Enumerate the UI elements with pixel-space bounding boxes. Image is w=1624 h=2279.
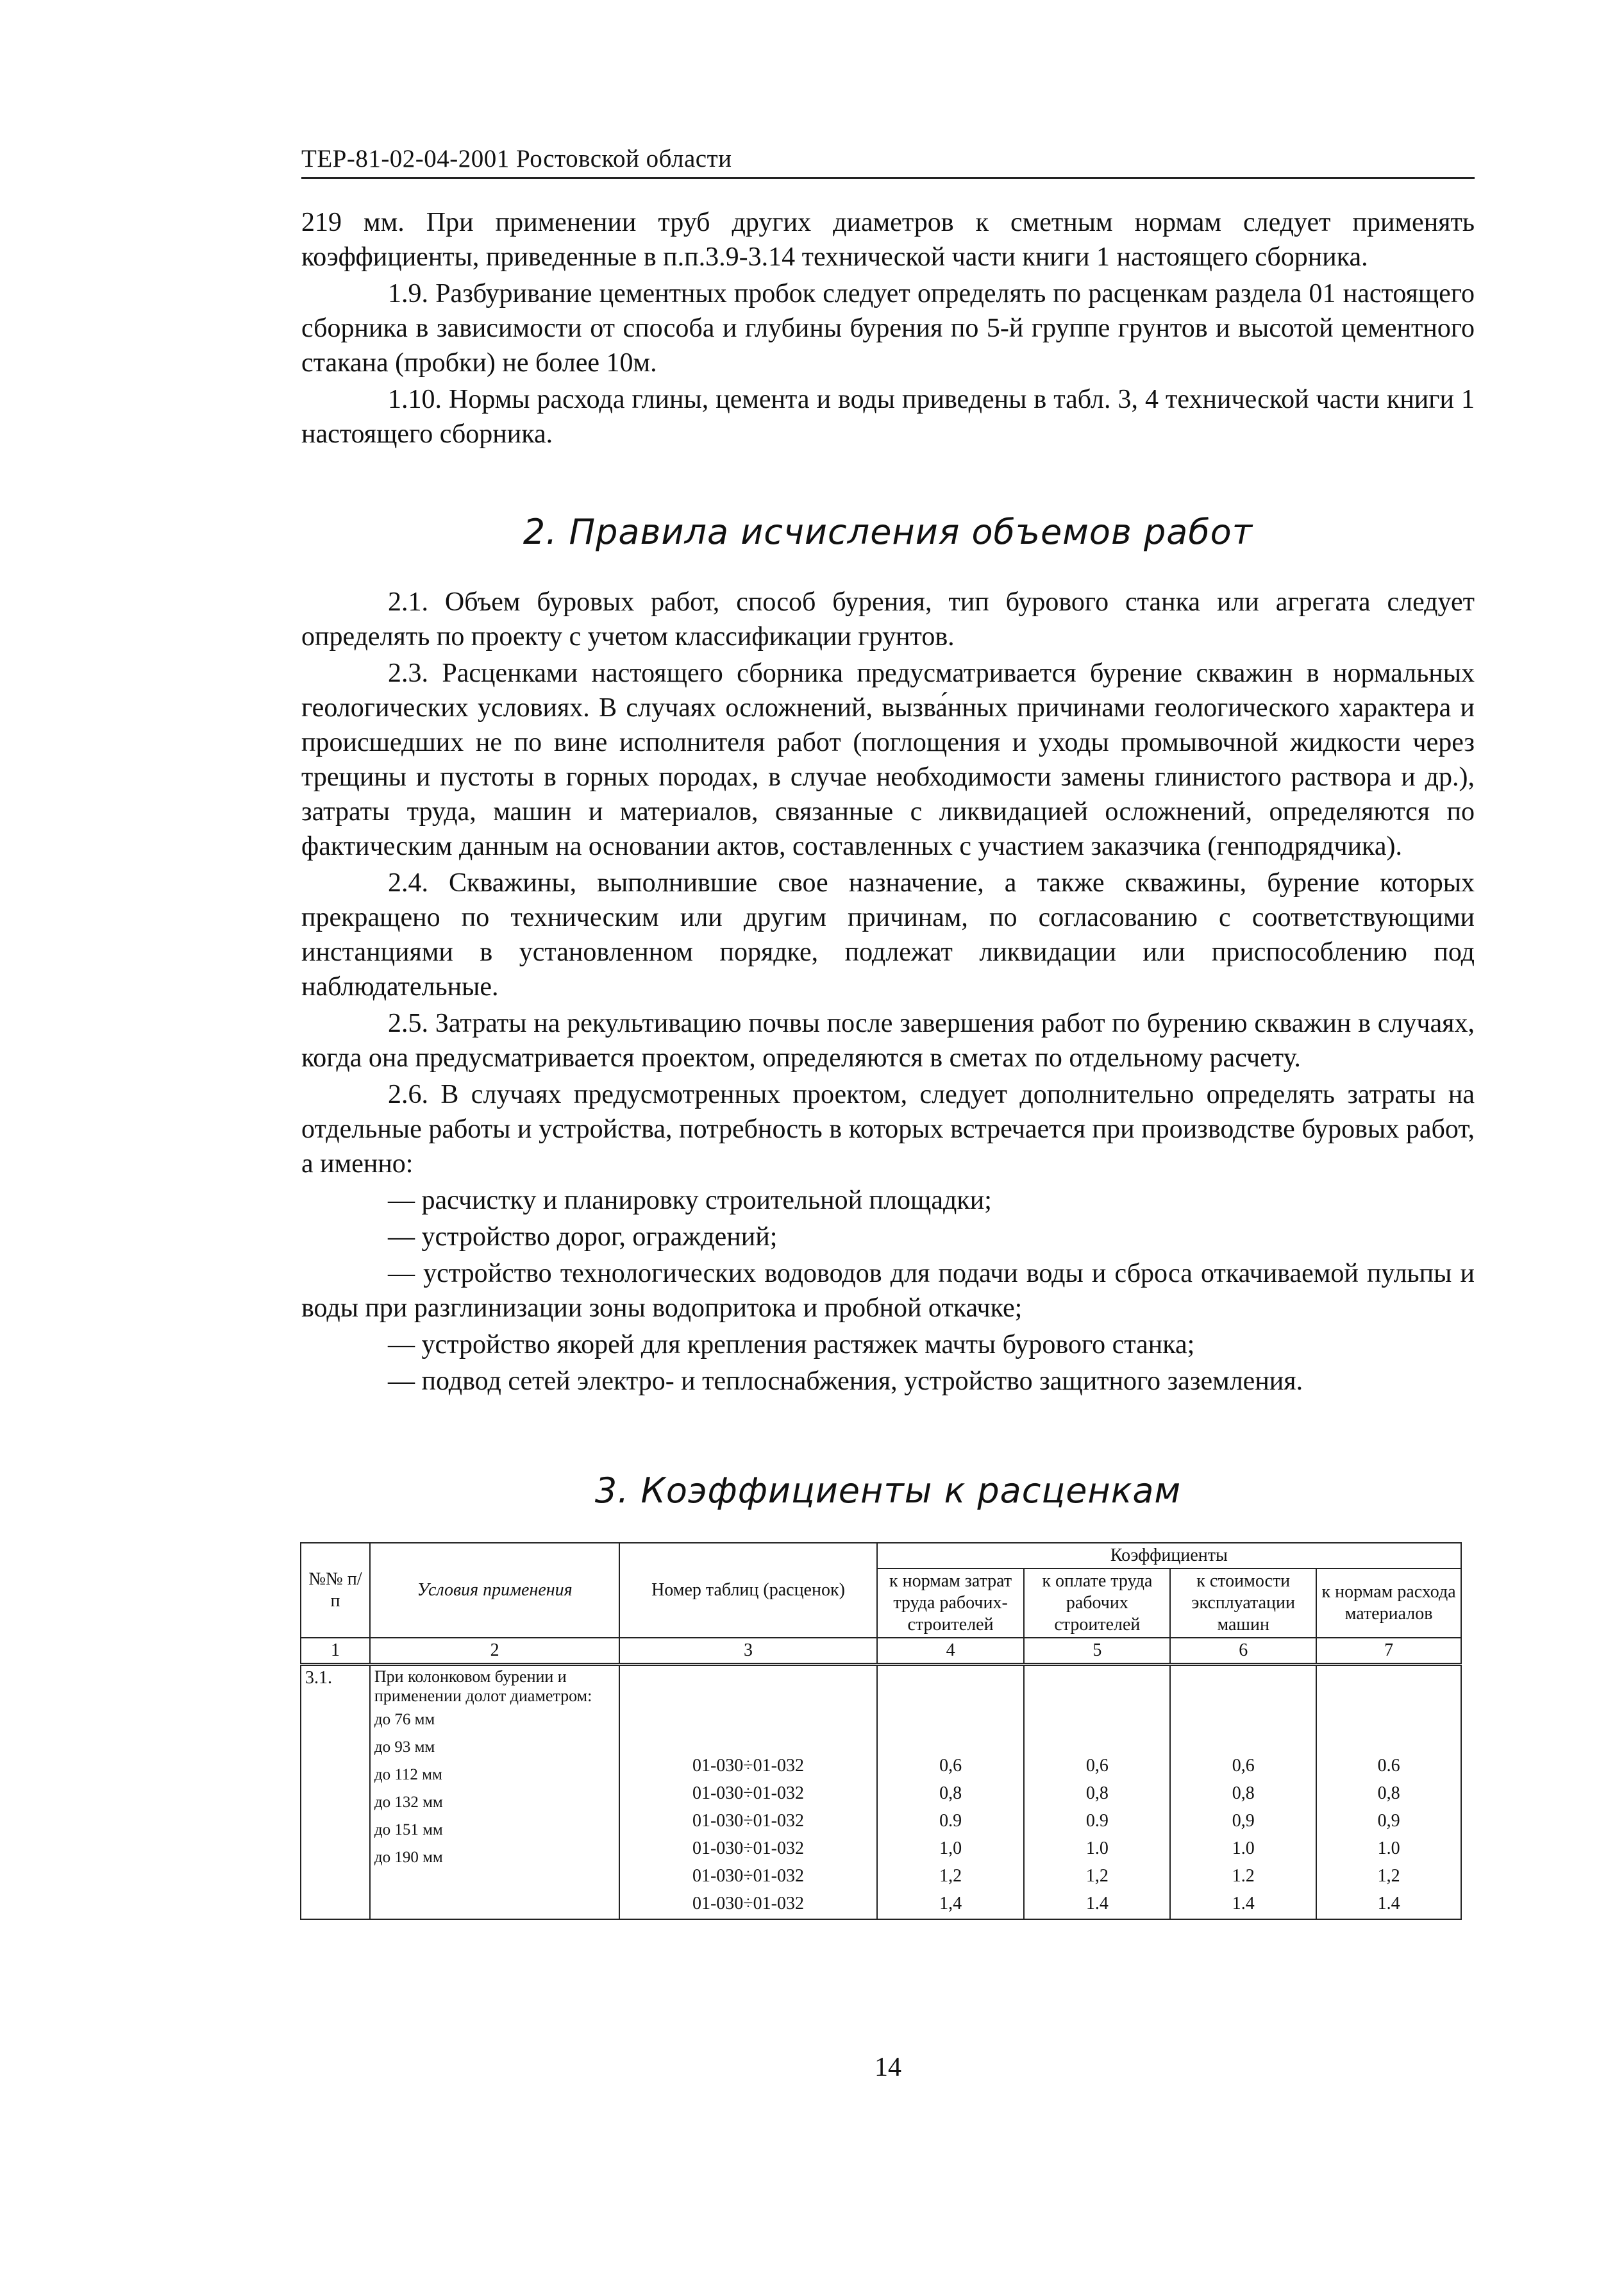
coef-value: 0.9	[1085, 1811, 1109, 1831]
table-no-item: 01-030÷01-032	[692, 1783, 804, 1803]
coef-value: 1,0	[939, 1838, 962, 1858]
coef-value: 1.0	[1232, 1838, 1255, 1858]
condition-item: до 93 мм	[374, 1738, 435, 1756]
coef-value: 0,8	[1232, 1783, 1255, 1803]
coef-value: 1.2	[1232, 1866, 1255, 1886]
coef-value: 0,6	[1085, 1756, 1109, 1776]
conditions-cell	[370, 1665, 619, 1920]
header-coefficients: Коэффициенты	[877, 1543, 1461, 1568]
coef-value: 1,2	[1377, 1866, 1400, 1886]
coef-value: 0,6	[939, 1756, 962, 1776]
coef-value: 1,2	[939, 1866, 962, 1886]
coef-value: 1,4	[939, 1894, 962, 1913]
coef-value: 0,9	[1377, 1811, 1400, 1831]
coef-value: 0,6	[1232, 1756, 1255, 1776]
list-item: — устройство дорог, ограждений;	[388, 1222, 778, 1252]
paragraph: 219 мм. При применении труб других диаметров к сметным нормам следует применять коэффициенты, приведенные в п.п.3.9-3.14 технической части книги 1 настоящего сборника.	[301, 208, 1475, 272]
paragraph: 2.3. Расценками настоящего сборника предусматривается бурение скважин в нормальных геологических условиях. В случаях осложнений, вызва́нных причинами геологического характера и происшедших не по вине исполнителя работ (поглощения и уходы промывочной жидкости через трещины и пустоты в горных породах, в случае необходимости замены глинистого раствора и др.), затраты труда, машин и материалов, связанные с ликвидацией осложнений, определяются по фактическим данным на основании актов, составленных с участием заказчика (генподрядчика).	[301, 659, 1475, 861]
section2-title: 2. Правила исчисления объемов работ	[523, 512, 1253, 552]
table-row	[301, 1665, 1461, 1920]
column-number-row	[301, 1638, 1461, 1665]
coef-value: 0.6	[1377, 1756, 1400, 1776]
column-number: 6	[1170, 1638, 1316, 1665]
header-num: №№ п/п	[301, 1543, 370, 1638]
column-number: 2	[370, 1638, 619, 1665]
coef-value: 1.0	[1085, 1838, 1109, 1858]
coef-value: 0,8	[1085, 1783, 1109, 1803]
column-number: 1	[301, 1638, 370, 1665]
coef-materials-cell	[1316, 1665, 1461, 1920]
header-coef-machines: к стоимости эксплуатации машин	[1170, 1568, 1316, 1638]
condition-item: до 132 мм	[374, 1794, 443, 1811]
condition-item: до 151 мм	[374, 1821, 443, 1838]
coefficients-table	[300, 1542, 1462, 1920]
header-coef-wages: к оплате труда рабочих строителей	[1024, 1568, 1170, 1638]
paragraph: 1.9. Разбуривание цементных пробок следует определять по расценкам раздела 01 настоящего сборника в зависимости от способа и глубины бурения по 5-й группе грунтов и высотой цементного стакана (пробки) не более 10м.	[301, 279, 1475, 378]
coef-labor-cell	[877, 1665, 1025, 1920]
coef-value: 0.9	[939, 1811, 962, 1831]
row-heading: При колонковом бурении и применении долот диаметром:	[374, 1667, 592, 1705]
section2-text	[301, 585, 1475, 1400]
column-number: 3	[619, 1638, 876, 1665]
header-coef-materials: к нормам расхода материалов	[1316, 1568, 1461, 1638]
condition-item: до 76 мм	[374, 1711, 435, 1728]
table-no-item: 01-030÷01-032	[692, 1756, 804, 1776]
page-number: 14	[875, 2053, 901, 2082]
header-coef-labor: к нормам затрат труда рабочих-строителей	[877, 1568, 1025, 1638]
table-no-item: 01-030÷01-032	[692, 1811, 804, 1831]
coef-machines-cell	[1170, 1665, 1316, 1920]
section1-text	[301, 205, 1475, 453]
coef-value: 1.4	[1377, 1894, 1400, 1913]
coef-value: 0,9	[1232, 1811, 1255, 1831]
table-no-cell	[619, 1665, 876, 1920]
list-item: — устройство якорей для крепления растяжек мачты бурового станка;	[388, 1330, 1195, 1359]
header-table-no: Номер таблиц (расценок)	[619, 1543, 876, 1638]
coef-value: 1.4	[1085, 1894, 1109, 1913]
paragraph: 2.1. Объем буровых работ, способ бурения, тип бурового станка или агрегата следует определять по проекту с учетом классификации грунтов.	[301, 587, 1475, 652]
section3-title: 3. Коэффициенты к расценкам	[594, 1470, 1182, 1511]
table-no-item: 01-030÷01-032	[692, 1838, 804, 1858]
coef-value: 0,8	[939, 1783, 962, 1803]
list-item: — устройство технологических водоводов для подачи воды и сброса откачиваемой пульпы и воды при разглинизации зоны водопритока и пробной откачке;	[301, 1259, 1475, 1323]
coef-wages-cell	[1024, 1665, 1170, 1920]
list-item: — подвод сетей электро- и теплоснабжения, устройство защитного заземления.	[388, 1367, 1303, 1396]
column-number: 4	[877, 1638, 1025, 1665]
coef-value: 1.0	[1377, 1838, 1400, 1858]
paragraph: 2.5. Затраты на рекультивацию почвы после завершения работ по бурению скважин в случаях, когда она предусматривается проектом, определяются в сметах по отдельному расчету.	[301, 1009, 1475, 1073]
list-item: — расчистку и планировку строительной площадки;	[388, 1186, 992, 1215]
coef-value: 0,8	[1377, 1783, 1400, 1803]
column-number: 5	[1024, 1638, 1170, 1665]
condition-item: до 190 мм	[374, 1849, 443, 1866]
column-number: 7	[1316, 1638, 1461, 1665]
paragraph: 2.6. В случаях предусмотренных проектом, следует дополнительно определять затраты на отдельные работы и устройства, потребность в которых встречается при производстве буровых работ, а именно:	[301, 1080, 1475, 1179]
coef-value: 1,2	[1085, 1866, 1109, 1886]
header-conditions: Условия применения	[370, 1543, 619, 1638]
table-no-item: 01-030÷01-032	[692, 1894, 804, 1913]
paragraph: 2.4. Скважины, выполнившие свое назначение, а также скважины, бурение которых прекращено по техническим или другим причинам, по согласованию с соответствующими инстанциями в установленном порядке, подлежат ликвидации или приспособлению под наблюдательные.	[301, 868, 1475, 1002]
coef-value: 1.4	[1232, 1894, 1255, 1913]
document-header: ТЕР-81-02-04-2001 Ростовской области	[301, 142, 1475, 179]
paragraph: 1.10. Нормы расхода глины, цемента и воды приведены в табл. 3, 4 технической части книги 1 настоящего сборника.	[301, 385, 1475, 449]
condition-item: до 112 мм	[374, 1766, 442, 1783]
table-no-item: 01-030÷01-032	[692, 1866, 804, 1886]
row-number: 3.1.	[301, 1665, 370, 1920]
